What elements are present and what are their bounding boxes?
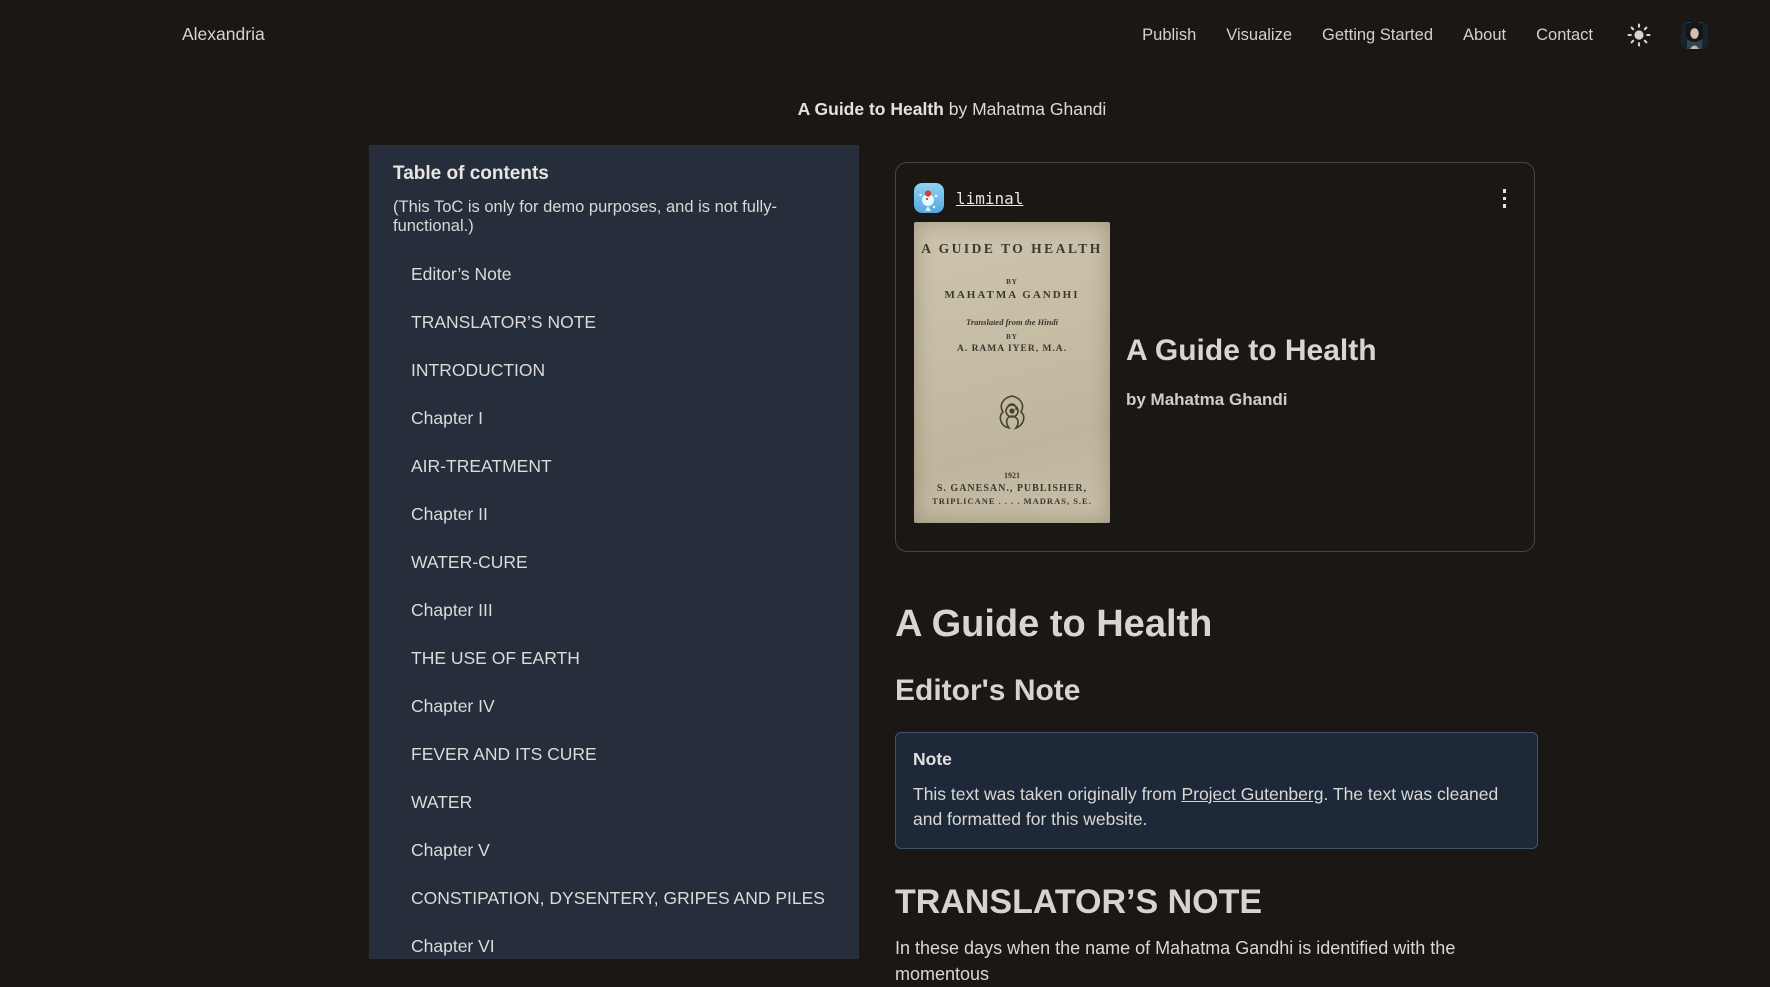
brand-logo[interactable]: Alexandria (182, 24, 265, 44)
note-text (913, 782, 1520, 832)
project-gutenberg-link[interactable]: Project Gutenberg (1181, 783, 1324, 804)
nav-link-visualize[interactable]: Visualize (1226, 25, 1293, 44)
note-callout (895, 732, 1538, 849)
cover-by-upper: BY (1006, 277, 1018, 286)
publisher-avatar-icon (914, 183, 944, 213)
editors-note-heading: Editor's Note (895, 673, 1081, 707)
toc-list (393, 250, 835, 970)
translators-note-paragraph: In these days when the name of Mahatma Gandhi is identified with the momentous (895, 937, 1456, 984)
toc-item-constipation[interactable]: CONSTIPATION, DYSENTERY, GRIPES AND PILES (411, 887, 825, 908)
toc-item-editors-note[interactable]: Editor’s Note (411, 263, 512, 284)
card-book-author: by Mahatma Ghandi (1126, 390, 1288, 410)
book-cover-image (914, 222, 1110, 523)
nav-link-about[interactable]: About (1463, 25, 1507, 44)
toc-item-water-cure[interactable]: WATER-CURE (411, 551, 528, 572)
toc-item-translators-note[interactable]: TRANSLATOR’S NOTE (411, 311, 597, 332)
cover-title: A GUIDE TO HEALTH (921, 240, 1103, 256)
toc-item-chapter-1[interactable]: Chapter I (411, 407, 483, 428)
article-content (895, 552, 1538, 987)
toc-item-use-of-earth[interactable]: THE USE OF EARTH (411, 647, 580, 668)
nav-links (1142, 0, 1708, 70)
card-title-block (1126, 334, 1377, 411)
note-text-after: . The text was cleaned and formatted for this website. (913, 783, 1499, 829)
note-label: Note (913, 748, 952, 769)
cover-publisher-line2: TRIPLICANE . . . . MADRAS, S.E. (932, 495, 1092, 506)
cover-translator: A. RAMA IYER, M.A. (956, 343, 1068, 354)
page-subtitle-title: A Guide to Health (797, 99, 944, 119)
top-navigation (0, 0, 1770, 70)
user-avatar[interactable] (1681, 22, 1708, 49)
cover-by-lower: BY (1006, 332, 1018, 341)
cover-publisher-line1: S. GANESAN., PUBLISHER, (936, 482, 1088, 494)
toc-item-chapter-4[interactable]: Chapter IV (411, 695, 495, 716)
card-book-title: A Guide to Health (1126, 333, 1377, 367)
book-preview-card (895, 162, 1535, 552)
nav-link-contact[interactable]: Contact (1536, 25, 1593, 44)
publisher-link[interactable]: liminal (956, 188, 1024, 208)
theme-toggle-sun-icon[interactable] (1627, 23, 1651, 47)
translators-note-heading: TRANSLATOR’S NOTE (895, 882, 1263, 921)
cover-emblem-ornament-icon (914, 392, 1110, 439)
page-subtitle (369, 99, 1535, 120)
toc-item-chapter-2[interactable]: Chapter II (411, 503, 488, 524)
toc-item-introduction[interactable]: INTRODUCTION (411, 359, 546, 380)
toc-item-chapter-6[interactable]: Chapter VI (411, 935, 495, 956)
table-of-contents-panel (369, 145, 859, 959)
toc-item-air-treatment[interactable]: AIR-TREATMENT (411, 455, 552, 476)
toc-title: Table of contents (393, 163, 549, 184)
nav-link-publish[interactable]: Publish (1142, 25, 1197, 44)
toc-disclaimer: (This ToC is only for demo purposes, and is not fully-functional.) (393, 198, 777, 235)
page-subtitle-byline: by Mahatma Ghandi (948, 99, 1107, 119)
nav-link-getting-started[interactable]: Getting Started (1322, 25, 1433, 44)
kebab-menu-icon[interactable] (1493, 183, 1517, 214)
toc-item-fever-and-its-cure[interactable]: FEVER AND ITS CURE (411, 743, 597, 764)
article-title: A Guide to Health (895, 603, 1213, 645)
card-header (914, 183, 1516, 214)
note-text-before: This text was taken originally from (913, 783, 1182, 804)
cover-translated-line: Translated from the Hindi (965, 316, 1058, 327)
toc-item-chapter-3[interactable]: Chapter III (411, 599, 493, 620)
cover-author: MAHATMA GANDHI (944, 288, 1080, 301)
toc-item-water[interactable]: WATER (411, 791, 473, 812)
toc-item-chapter-5[interactable]: Chapter V (411, 839, 490, 860)
card-body (914, 222, 1516, 523)
cover-year: 1921 (1004, 470, 1020, 480)
